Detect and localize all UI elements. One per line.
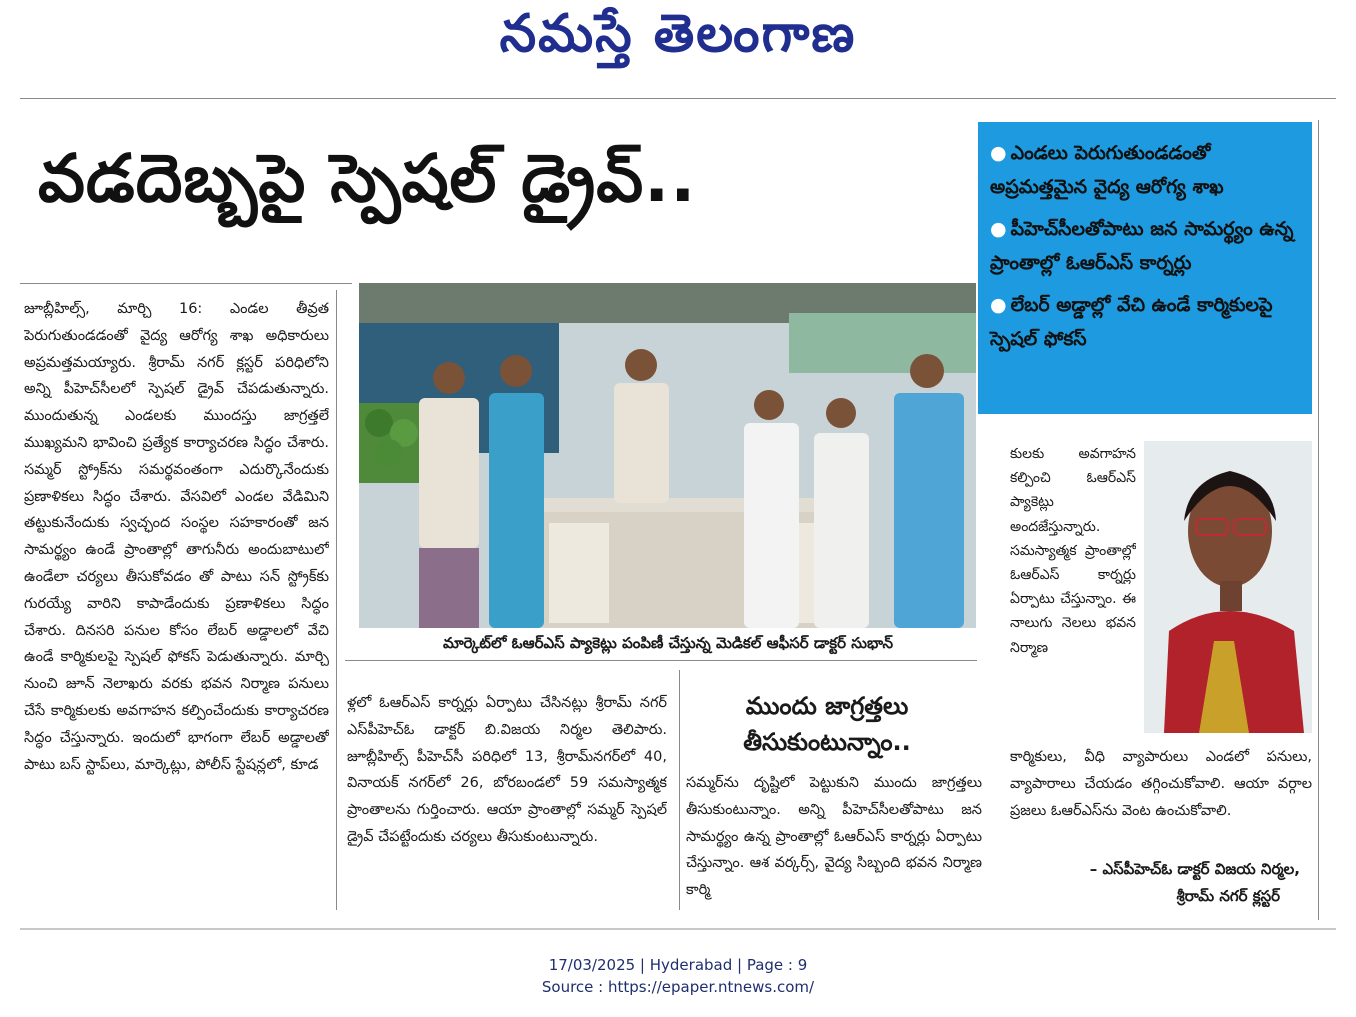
market-scene-illustration xyxy=(359,283,976,628)
article-headline: వడదెబ్బపై స్పెషల్ డ్రైవ్.. xyxy=(38,140,697,217)
attribution-cluster: శ్రీరామ్ నగర్ క్లస్టర్ xyxy=(1176,887,1280,905)
column1-top-rule xyxy=(20,283,352,284)
bullet-icon: ● xyxy=(990,218,1007,240)
article-column-4-bottom: కార్మికులు, వీధి వ్యాపారులు ఎండలో పనులు, వ్యాపారాలు చేయడం తగ్గించుకోవాలి. ఆయా వర్గాల ప్రజలు ఓఆర్‌ఎస్‌ను వెంట ఉంచుకోవాలి. xyxy=(1010,749,1312,819)
highlight-item: ● పీహెచ్‌సీలతోపాటు జన సామర్థ్యం ఉన్న ప్రాంతాల్లో ఓఆర్‌ఎస్ కార్నర్లు xyxy=(990,218,1294,274)
article-column-4-top: కులకు అవగాహన కల్పించి ఓఆర్‌ఎస్ ప్యాకెట్లు అందజేస్తున్నారు. సమస్యాత్మక ప్రాంతాల్లో ఓఆర్‌ఎస్ కార్నర్లు ఏర్పాటు చేస్తున్నాం. ఈ నాలుగు నెలలు భవన నిర్మాణ xyxy=(1010,446,1136,656)
highlight-item: ● ఎండలు పెరుగుతుండడంతో అప్రమత్తమైన వైద్య ఆరోగ్య శాఖ xyxy=(990,142,1224,198)
portrait-illustration xyxy=(1144,441,1312,733)
page-bottom-rule xyxy=(20,928,1336,930)
footer-source-line: Source : https://epaper.ntnews.com/ xyxy=(541,978,815,996)
highlight-item: ● లేబర్ అడ్డాల్లో వేచి ఉండే కార్మికులపై స్పెషల్ ఫోకస్ xyxy=(990,294,1273,350)
bullet-icon: ● xyxy=(990,294,1007,316)
attribution-name: – ఎస్‌పీహెచ్‌ఓ డాక్టర్ విజయ నిర్మల, xyxy=(1089,860,1300,878)
footer-date-line: 17/03/2025 | Hyderabad | Page : 9 xyxy=(548,956,808,974)
quote-attribution xyxy=(1010,856,1300,910)
sub-headline: ముందు జాగ్రత్తలు తీసుకుంటున్నాం.. xyxy=(743,692,911,756)
photo-caption: మార్కెట్‌లో ఓఆర్‌ఎస్ ప్యాకెట్లు పంపిణీ చేస్తున్న మెడికల్ ఆఫీసర్ డాక్టర్ సుభాన్ xyxy=(442,634,894,652)
article-column-1: జూబ్లీహిల్స్, మార్చి 16: ఎండల తీవ్రత పెరుగుతుండడంతో వైద్య ఆరోగ్య శాఖ అధికారులు అప్రమత్తమయ్యారు. శ్రీరామ్ నగర్ క్లస్టర్ పరిధిలోని అన్ని పీహెచ్‌సీలలో స్పెషల్ డ్రైవ్ చేపడుతున్నారు. ముందుతున్న ఎండలకు ముందస్తు జాగ్రత్తలే ముఖ్యమని భావించి ప్రత్యేక కార్యాచరణ సిద్ధం చేశారు. సమ్మర్ స్ట్రోక్‌ను సమర్థవంతంగా ఎదుర్కొనేందుకు ప్రణాళికలు సిద్ధం చేశారు. వేసవిలో ఎండల వేడిమిని తట్టుకునేందుకు స్వచ్ఛంద సంస్థల సహకారంతో జన సామర్థ్యం ఉండే ప్రాంతాల్లో తాగునీరు అందుబాటులో ఉండేలా చర్యలు తీసుకోవడం తో పాటు సన్ స్ట్రోక్‌కు గురయ్యే వారిని కాపాడేందుకు ప్రణాళికలు సిద్ధం చేశారు. దినసరి పనుల కోసం లేబర్ అడ్డాలలో వేచి ఉండే కార్మికులపై స్పెషల్ ఫోకస్ పెడుతున్నారు. మార్చి నుంచి జూన్ నెలాఖరు వరకు భవన నిర్మాణ పనులు చేసే కార్మికులకు అవగాహన కల్పించేందుకు కార్యాచరణ సిద్ధం చేస్తున్నారు. ఇందులో భాగంగా లేబర్ అడ్డాలతో పాటు బస్ స్టాప్‌లు, మార్కెట్లు, పోలీస్ స్టేషన్లలో, కూడ xyxy=(24,301,329,773)
article-column-2: ళ్లలో ఓఆర్‌ఎస్ కార్నర్లు ఏర్పాటు చేసినట్లు శ్రీరామ్ నగర్ ఎస్‌పీహెచ్‌ఓ డాక్టర్ బి.విజయ నిర్మల తెలిపారు. జూబ్లీహిల్స్ పీహెచ్‌సీ పరిధిలో 13, శ్రీరామ్‌నగర్‌లో 40, వినాయక్ నగర్‌లో 26, బోరబండలో 59 సమస్యాత్మక ప్రాంతాలను గుర్తించారు. ఆయా ప్రాంతాల్లో సమ్మర్ స్పెషల్ డ్రైవ్ చేపట్టేందుకు చర్యలు తీసుకుంటున్నారు. xyxy=(347,695,667,845)
column-divider xyxy=(679,670,680,910)
highlights-box xyxy=(978,122,1312,414)
doctor-portrait xyxy=(1144,441,1312,733)
column-divider xyxy=(336,290,337,910)
masthead-rule xyxy=(20,98,1336,99)
article-column-3: సమ్మర్‌ను దృష్టిలో పెట్టుకుని ముందు జాగ్రత్తలు తీసుకుంటున్నాం. అన్ని పీహెచ్‌సీలతోపాటు జన సామర్థ్యం ఉన్న ప్రాంతాల్లో ఓఆర్‌ఎస్ కార్నర్లు ఏర్పాటు చేస్తున్నాం. ఆశ వర్కర్స్, వైద్య సిబ్బంది భవన నిర్మాణ కార్మి xyxy=(686,775,982,899)
page-right-rule xyxy=(1318,120,1319,920)
bullet-icon: ● xyxy=(990,142,1007,164)
masthead-title: నమస్తే తెలంగాణ xyxy=(499,4,857,64)
market-photo xyxy=(359,283,976,628)
caption-rule xyxy=(345,660,977,661)
